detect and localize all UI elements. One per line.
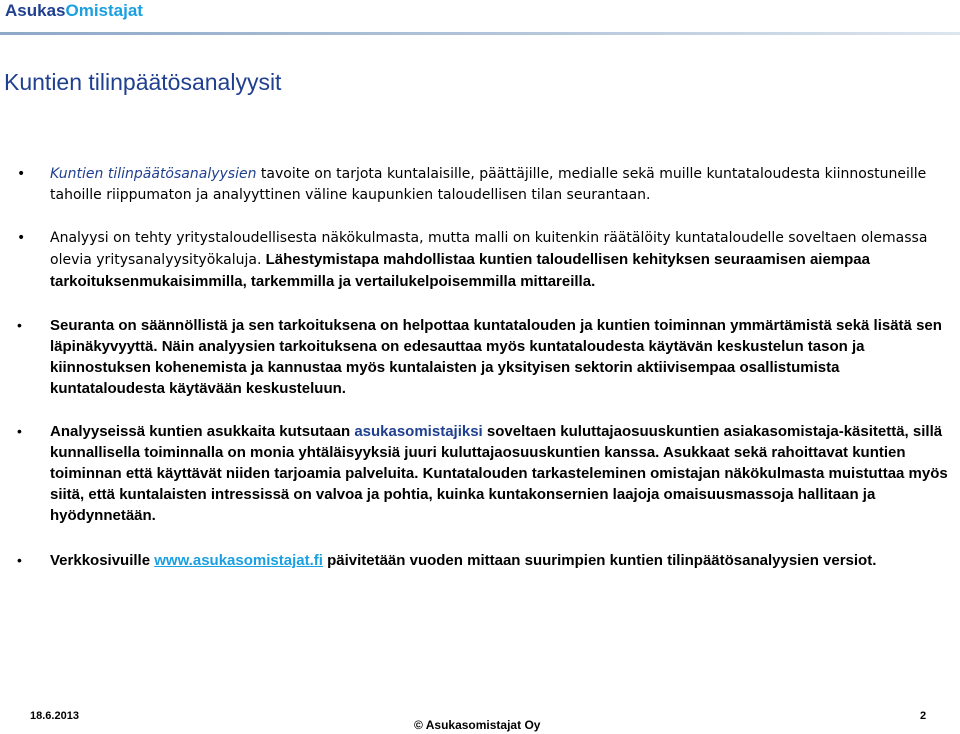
bullet-text: Seuranta on säännöllistä ja sen tarkoituksena on helpottaa kuntatalouden ja kuntien toiminnan ymmärtämistä sekä lisätä sen läpinäkyvyyttä. Näin analyysien tarkoituksena on edesauttaa myös kuntataloudesta käytävän keskustelun tason ja kiinnostuksen kohenemista ja kannustaa myös kuntalaisten ja yksityisen sektorin aktiivisempaa osallistumista kuntataloudesta käytävään keskusteluun. xyxy=(50,317,942,397)
bullet-item-purpose xyxy=(0,164,960,206)
bullet-text-continued: päivitetään vuoden mittaan suurimpien kuntien tilinpäätösanalyysien versiot. xyxy=(322,552,877,569)
resident-owners-link[interactable]: asukasomistajiksi xyxy=(354,423,483,440)
bullet-dot-icon: • xyxy=(17,230,26,246)
bullet-dot-icon: • xyxy=(17,552,22,568)
brand-logo-part2: Omistajat xyxy=(65,1,143,20)
bullet-text-continued: soveltaen kuluttajaosuuskuntien asiakasomistaja-käsitettä, sillä kunnallisella toiminnalla on monia yhtäläisyyksiä juuri kuluttajaosuuskuntien kanssa. Asukkaat sekä rahoittavat kuntien toiminnan että käyttävät niiden tarjoamia palveluita. Kuntatalouden tarkasteleminen omistajan näkökulmasta muistuttaa myös siitä, että kuntalaisten intressissä on valvoa ja pohtia, kuinka kuntakonsernien laajoja omaisuusmassoja hallitaan ja hyödynnetään. xyxy=(50,423,948,524)
bullet-text-continued: Lähestymistapa mahdollistaa kuntien taloudellisen kehityksen seuraamisen aiempaa tarkoituksenmukaisimmilla, tarkemmilla ja vertailukelpoisemmilla mittareilla. xyxy=(50,251,870,290)
bullet-text: tavoite on tarjota kuntalaisille, päättäjille, medialle sekä muille kuntataloudesta kiinnostuneille tahoille riippumaton ja analyyttinen väline kaupunkien taloudellisen tilan seurantaan. xyxy=(50,166,927,203)
bullet-item-monitoring xyxy=(0,315,960,399)
bullet-text: Analyysi on tehty yritystaloudellisesta näkökulmasta, mutta malli on kuitenkin räätälöity kuntataloudelle soveltaen olemassa olevia yritysanalyysityökaluja. xyxy=(50,230,928,268)
header-divider xyxy=(0,32,960,35)
footer-copyright: © Asukasomistajat Oy xyxy=(414,718,541,732)
brand-logo-part1: Asukas xyxy=(5,1,66,20)
brand-logo xyxy=(5,1,143,21)
bullet-dot-icon: • xyxy=(17,317,22,333)
page-title: Kuntien tilinpäätösanalyysit xyxy=(4,69,282,95)
bullet-dot-icon: • xyxy=(17,166,26,182)
bullet-item-website xyxy=(0,550,960,571)
bullet-item-method xyxy=(0,228,960,293)
bullet-item-resident-owners xyxy=(0,421,960,526)
website-link[interactable]: www.asukasomistajat.fi xyxy=(154,552,323,569)
bullet-list xyxy=(0,164,960,571)
page-number: 2 xyxy=(920,710,927,722)
analysis-name-reference: Kuntien tilinpäätösanalyysien xyxy=(50,166,257,182)
footer-date: 18.6.2013 xyxy=(30,710,79,722)
bullet-dot-icon: • xyxy=(17,423,22,439)
bullet-text: Analyyseissä kuntien asukkaita kutsutaan xyxy=(50,423,355,440)
bullet-text: Verkkosivuille xyxy=(50,552,155,569)
